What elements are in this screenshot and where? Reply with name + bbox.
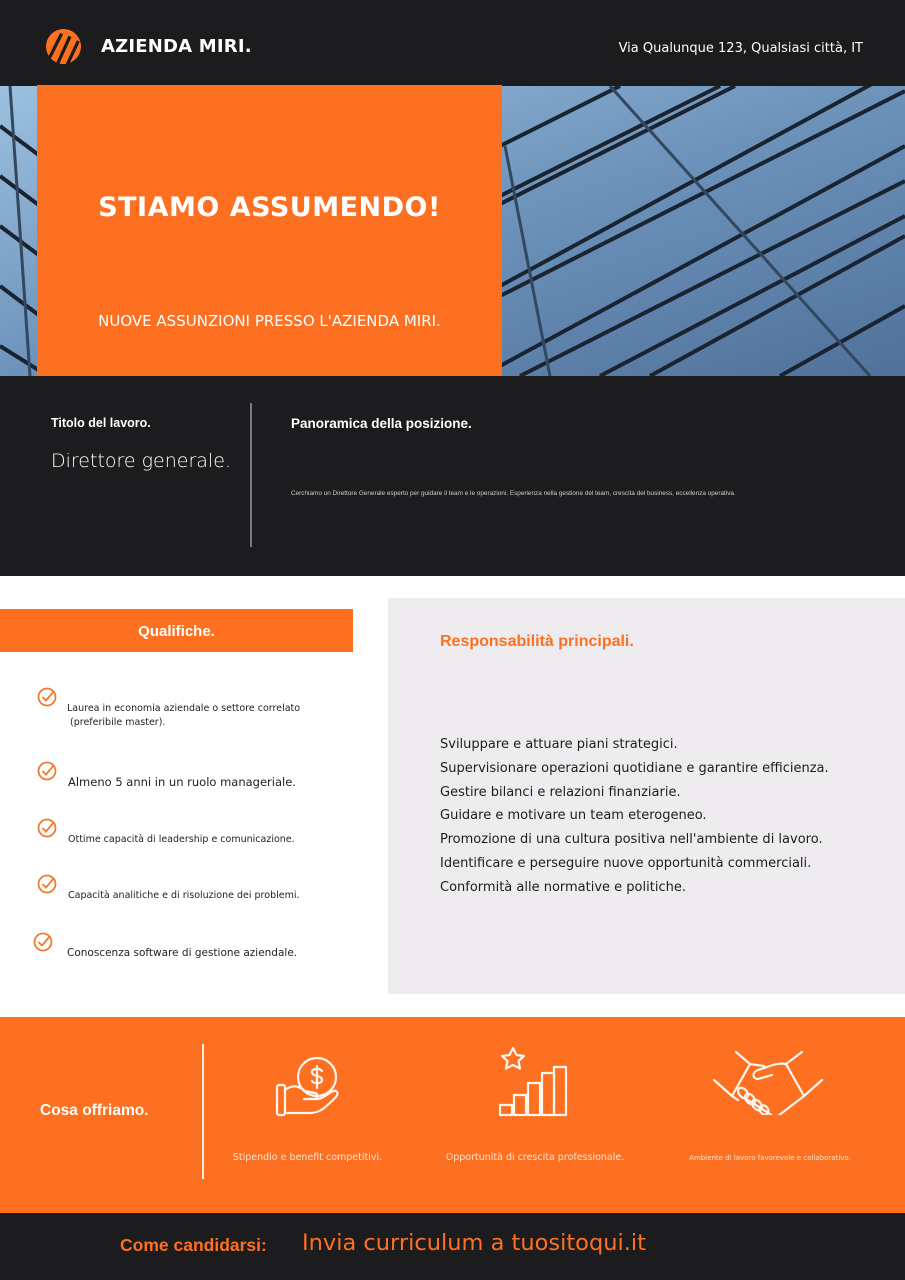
apply-label: Come candidarsi: bbox=[120, 1235, 267, 1255]
qualification-line: Laurea in economia aziendale o settore correlato bbox=[67, 703, 301, 714]
responsibility-item: Gestire bilanci e relazioni finanziarie. bbox=[440, 784, 681, 800]
responsibilities-list bbox=[440, 733, 829, 900]
check-circle-icon bbox=[33, 932, 53, 952]
qualification-item: Almeno 5 anni in un ruolo manageriale. bbox=[68, 775, 296, 789]
responsibility-item: Guidare e motivare un team eterogeneo. bbox=[440, 808, 707, 824]
qualification-item: Capacità analitiche e di risoluzione dei problemi. bbox=[68, 890, 300, 901]
responsibilities-title: Responsabilità principali. bbox=[440, 633, 634, 650]
responsibility-item: Conformità alle normative e politiche. bbox=[440, 879, 686, 895]
overview-text: Cerchiamo un Direttore Generale esperto per guidare il team e le operazioni. Esperienza nella gestione del team, crescita del business, eccellenza operativa. bbox=[291, 490, 736, 497]
job-divider bbox=[250, 403, 252, 547]
hero-subtitle: NUOVE ASSUNZIONI PRESSO L'AZIENDA MIRI. bbox=[98, 312, 441, 330]
check-circle-icon bbox=[37, 687, 57, 707]
responsibility-item: Identificare e perseguire nuove opportunità commerciali. bbox=[440, 855, 812, 871]
handshake-icon bbox=[712, 1050, 824, 1115]
hero-banner bbox=[37, 85, 502, 376]
job-title-value: Direttore generale. bbox=[51, 450, 231, 472]
hand-money-icon bbox=[272, 1045, 342, 1120]
qualification-item bbox=[67, 702, 300, 730]
check-circle-icon bbox=[37, 818, 57, 838]
qualification-item: Conoscenza software di gestione aziendale. bbox=[67, 947, 298, 959]
responsibility-item: Promozione di una cultura positiva nell'ambiente di lavoro. bbox=[440, 832, 823, 848]
offer-divider bbox=[202, 1044, 204, 1179]
qualification-line: (preferibile master). bbox=[67, 717, 166, 728]
offer-title: Cosa offriamo. bbox=[40, 1102, 149, 1119]
striped-circle-logo-icon bbox=[45, 28, 82, 65]
check-circle-icon bbox=[37, 874, 57, 894]
apply-link[interactable]: Invia curriculum a tuositoqui.it bbox=[302, 1230, 646, 1256]
job-info-section bbox=[0, 376, 905, 576]
growth-chart-star-icon bbox=[498, 1045, 570, 1119]
hero-title: STIAMO ASSUMENDO! bbox=[98, 192, 441, 223]
company-name: AZIENDA MIRI. bbox=[101, 36, 252, 57]
job-title-label: Titolo del lavoro. bbox=[51, 416, 151, 430]
responsibility-item: Supervisionare operazioni quotidiane e garantire efficienza. bbox=[440, 760, 829, 776]
check-circle-icon bbox=[37, 761, 57, 781]
offer-caption: Stipendio e benefit competitivi. bbox=[232, 1152, 383, 1163]
responsibility-item: Sviluppare e attuare piani strategici. bbox=[440, 737, 678, 752]
company-address: Via Qualunque 123, Qualsiasi città, IT bbox=[618, 41, 863, 56]
qualifications-title: Qualifiche. bbox=[138, 623, 215, 640]
overview-label: Panoramica della posizione. bbox=[291, 416, 472, 431]
qualification-item: Ottime capacità di leadership e comunicazione. bbox=[68, 834, 295, 845]
offer-caption: Ambiente di lavoro favorevole e collaborativo. bbox=[689, 1154, 851, 1162]
offer-caption: Opportunità di crescita professionale. bbox=[445, 1152, 625, 1163]
